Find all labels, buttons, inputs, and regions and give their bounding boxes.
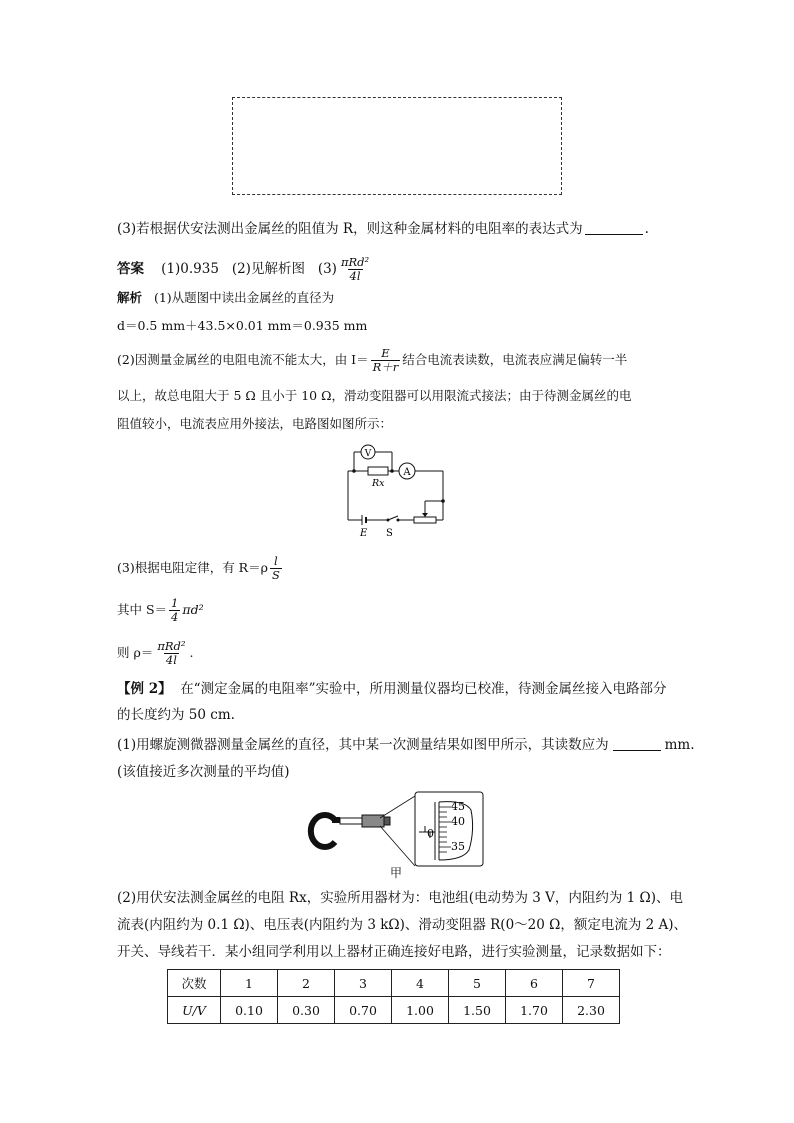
table-cell: 1 <box>221 970 278 997</box>
switch-label: S <box>386 528 393 539</box>
circuit-diagram <box>340 440 455 540</box>
table-row <box>168 970 620 997</box>
rx-label: Rx <box>372 478 385 489</box>
micrometer-frame <box>311 815 335 847</box>
analysis-line-5: 阻值较小，电流表应用外接法，电路图如图所示： <box>117 416 393 431</box>
data-table <box>167 969 620 1024</box>
micrometer-figure <box>305 790 485 870</box>
question-2-line-2: 流表(内阻约为 0.1 Ω)、电压表(内阻约为 3 kΩ)、滑动变阻器 R(0～20 Ω，额定电流为 2 A)、 <box>117 917 688 933</box>
resistor-rx <box>368 467 388 475</box>
table-cell: 0.30 <box>278 997 335 1024</box>
answer-placeholder-box <box>232 97 562 195</box>
question-1-note: (该值接近多次测量的平均值) <box>117 764 290 780</box>
rheostat-symbol <box>414 517 436 523</box>
figure-caption: 甲 <box>390 866 403 880</box>
reading-blank <box>613 736 661 751</box>
analysis-line-8: 则 ρ＝ $\frac{\text{πRd²}}{4l}$ . <box>117 639 194 667</box>
ammeter-label: A <box>403 467 411 478</box>
question-2-line-3: 开关、导线若干．某小组同学利用以上器材正确连接好电路，进行实验测量，记录数据如下： <box>117 944 671 960</box>
answer-blank <box>585 220 643 235</box>
example-2-line-2: 的长度约为 50 cm. <box>117 707 235 723</box>
answer-fraction: $\frac{\text{πRd²}}{4l}$ <box>340 255 370 283</box>
analysis-line-3: (2)因测量金属丝的电阻电流不能太大，由 I＝ $\frac{E}{R+r}$ 结合电流表读数，电流表应满足偏转一半 <box>117 346 628 374</box>
question-2-line-1: (2)用伏安法测金属丝的电阻 Rx，实验所用器材为：电池组(电动势为 3 V，内阻约为 1 Ω)、电 <box>117 890 684 906</box>
scale-label-35: 35 <box>451 840 465 853</box>
switch-contact <box>397 519 400 522</box>
example-2-line-1: 【例 2】 在“测定金属的电阻率”实验中，所用测量仪器均已校准，待测金属丝接入电路部分 <box>117 681 667 697</box>
micrometer-thimble <box>362 815 384 827</box>
switch-contact <box>387 519 390 522</box>
table-cell: 0.70 <box>335 997 392 1024</box>
question-1: (1)用螺旋测微器测量金属丝的直径，其中某一次测量结果如图甲所示，其读数应为 mm. <box>117 737 695 753</box>
scale-label-40: 40 <box>451 815 465 828</box>
current-fraction: $\frac{E}{R+r}$ <box>372 346 399 374</box>
analysis-line-4: 以上，故总电阻大于 5 Ω 且小于 10 Ω，滑动变阻器可以用限流式接法；由于待测金属丝的电 <box>117 388 632 403</box>
table-cell: U/V <box>168 997 221 1024</box>
table-cell: 次数 <box>168 970 221 997</box>
table-cell: 4 <box>392 970 449 997</box>
voltmeter-label: V <box>364 449 372 459</box>
resistance-fraction: $\frac{l}{S}$ <box>271 554 280 582</box>
table-cell: 3 <box>335 970 392 997</box>
area-fraction: $\frac{1}{4}$ <box>171 596 179 624</box>
resistivity-fraction: $\frac{\text{πRd²}}{4l}$ <box>157 639 186 667</box>
analysis-line-2: d＝0.5 mm＋43.5×0.01 mm＝0.935 mm <box>117 318 368 333</box>
battery-label: E <box>360 528 368 539</box>
scale-label-45: 45 <box>451 800 465 813</box>
analysis-line-1: 解析 (1)从题图中读出金属丝的直径为 <box>117 290 335 305</box>
table-cell: 1.00 <box>392 997 449 1024</box>
table-cell: 6 <box>506 970 563 997</box>
table-cell: 2 <box>278 970 335 997</box>
rheostat-arrow-icon <box>422 513 428 517</box>
table-cell: 5 <box>449 970 506 997</box>
table-row <box>168 997 620 1024</box>
table-cell: 2.30 <box>563 997 620 1024</box>
analysis-line-6: (3)根据电阻定律，有 R＝ρ $\frac{l}{S}$ <box>117 554 280 582</box>
table-cell: 7 <box>563 970 620 997</box>
table-cell: 1.70 <box>506 997 563 1024</box>
analysis-line-7: 其中 S＝ $\frac{1}{4}$ πd² <box>117 596 204 624</box>
table-cell: 0.10 <box>221 997 278 1024</box>
answer-line: 答案 (1)0.935 (2)见解析图 (3) $\frac{\text{πRd²}}{4l}$ <box>117 255 370 283</box>
table-cell: 1.50 <box>449 997 506 1024</box>
scale-label-0: 0 <box>427 827 434 840</box>
question-3: (3)若根据伏安法测出金属丝的阻值为 R，则这种金属材料的电阻率的表达式为 . <box>117 221 649 237</box>
